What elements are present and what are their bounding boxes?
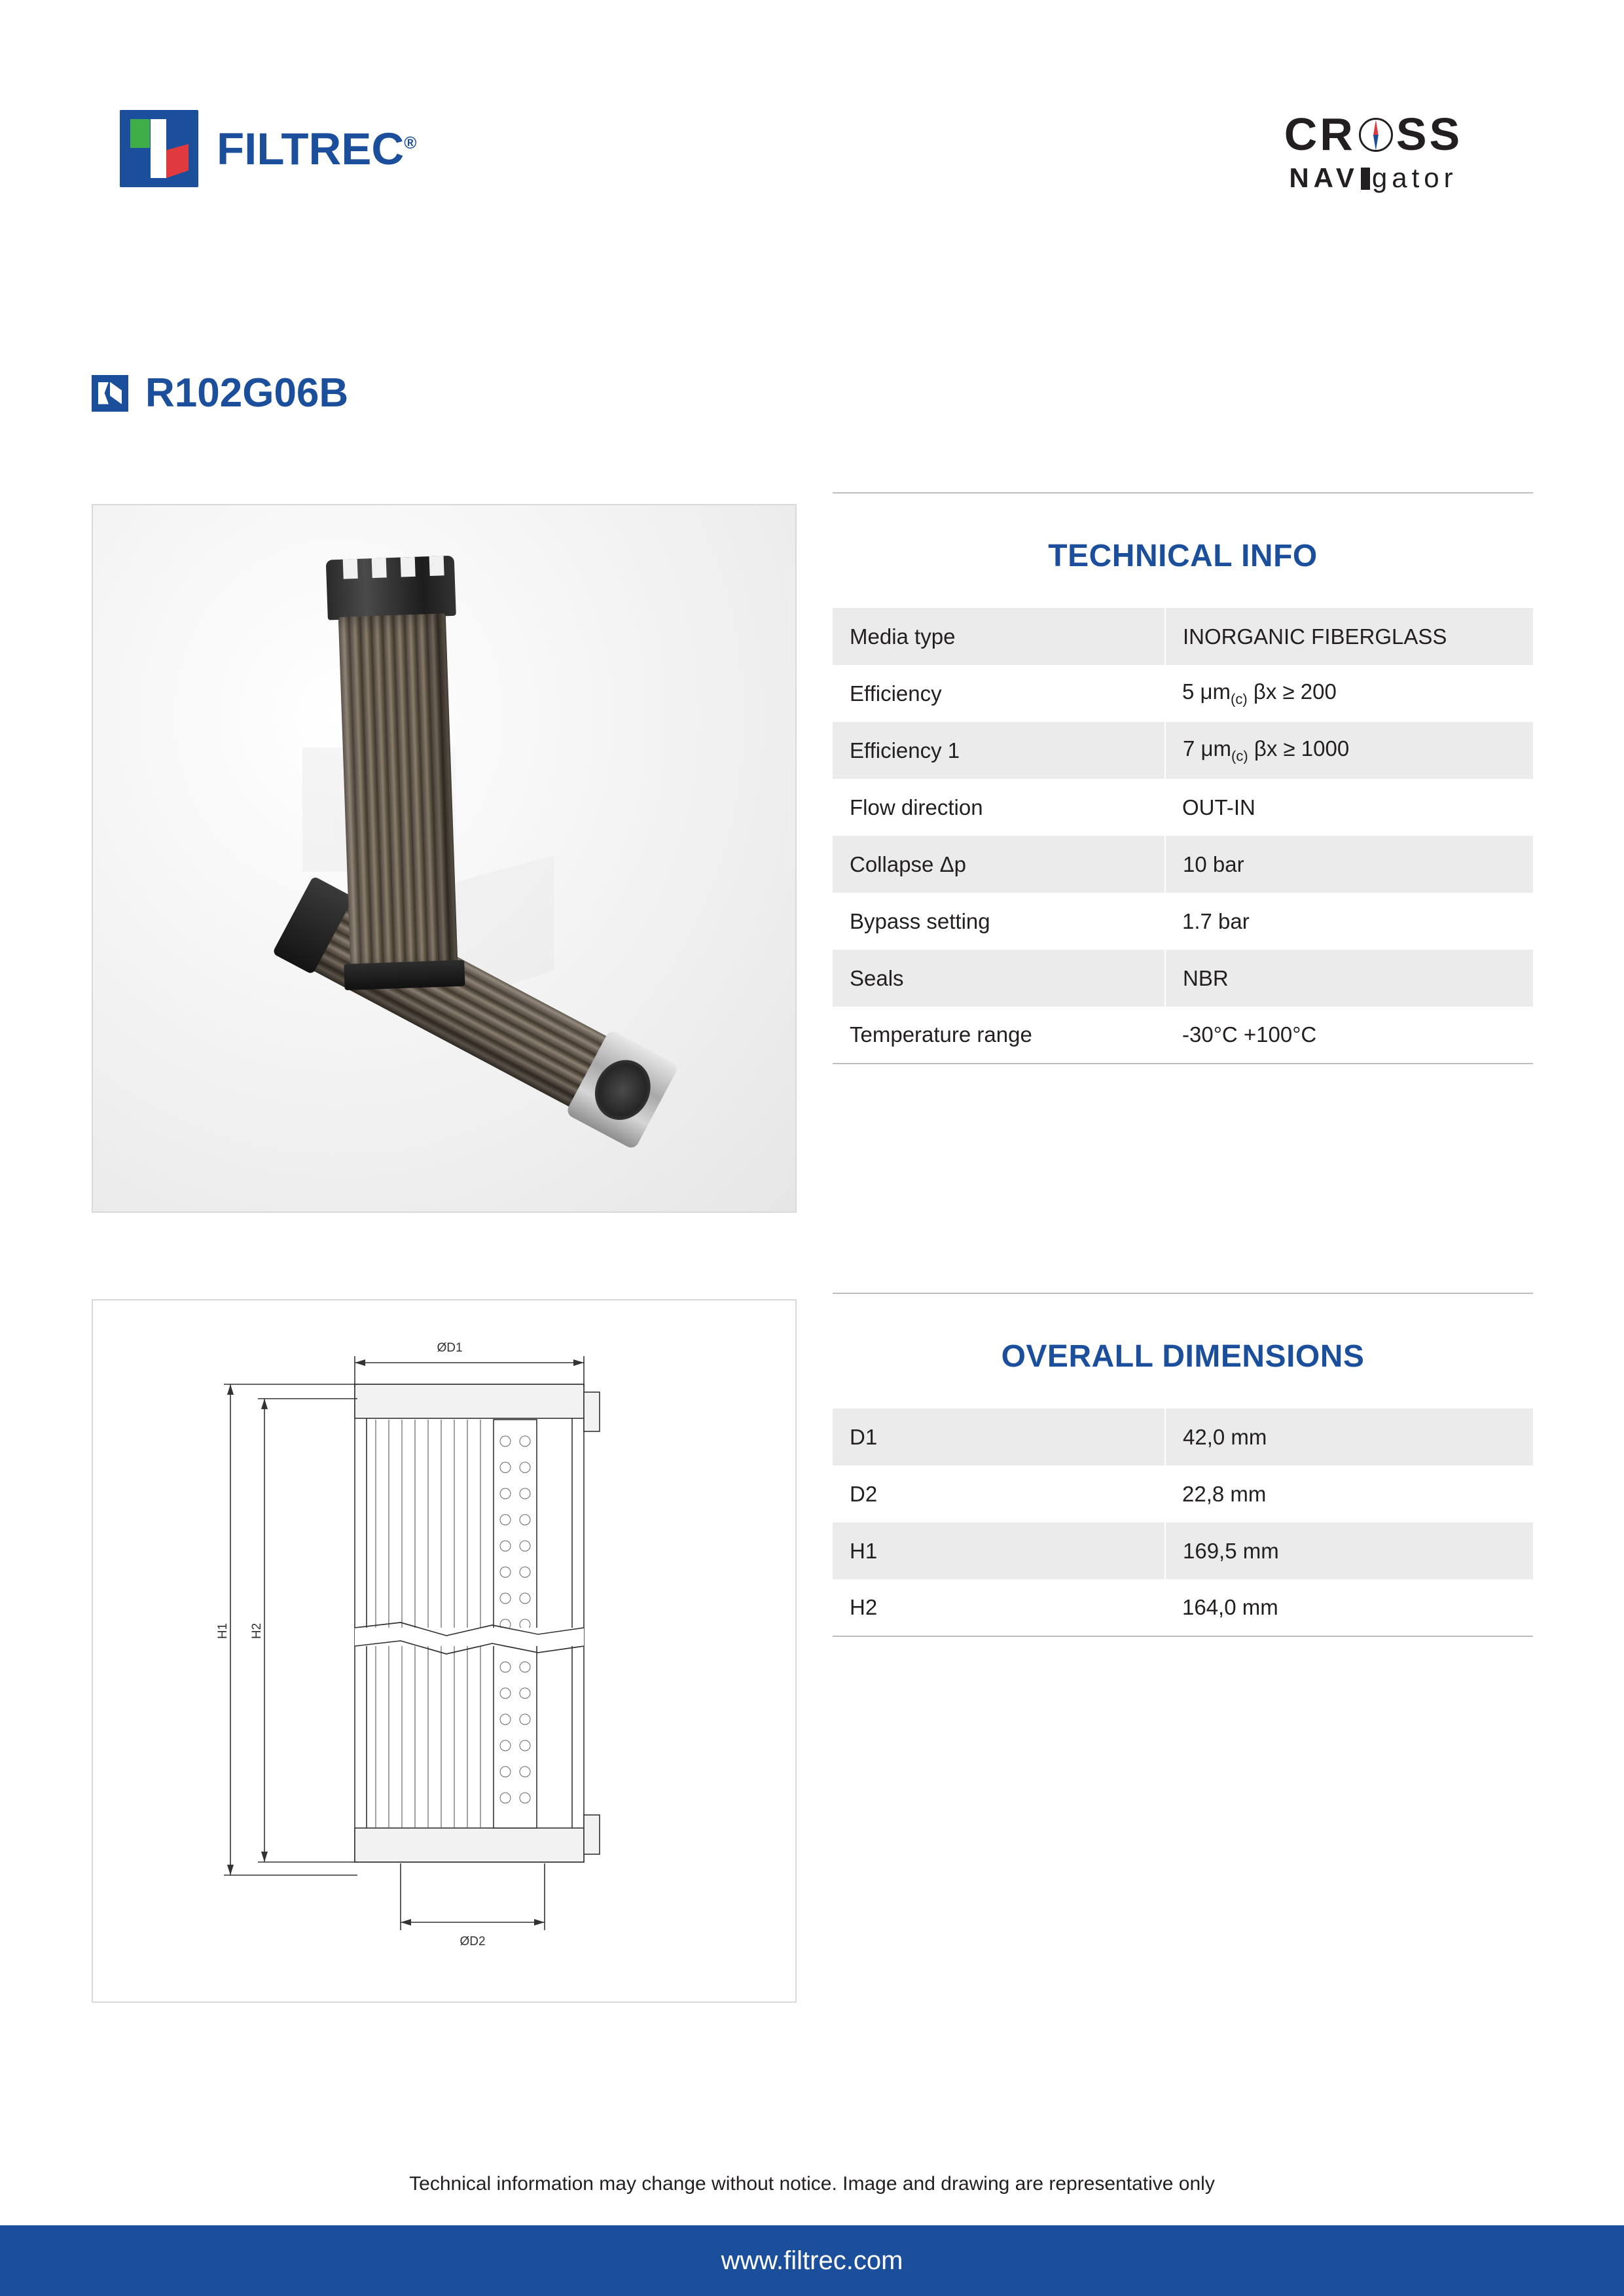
- brand-name: FILTREC: [217, 123, 405, 174]
- row-value-tail: βx ≥ 200: [1247, 679, 1337, 704]
- row-value-tail: βx ≥ 1000: [1248, 736, 1350, 761]
- row-key: Collapse Δp: [833, 836, 1165, 893]
- page-title-row: [92, 370, 348, 416]
- row-value: [1165, 722, 1533, 779]
- drawing-svg: [93, 1300, 795, 2001]
- row-key: Bypass setting: [850, 908, 990, 933]
- row-key: Efficiency: [850, 681, 942, 706]
- page-header: [0, 0, 1624, 275]
- i-bar-icon: [1361, 168, 1370, 190]
- row-key: H1: [833, 1522, 1165, 1579]
- navigator-wordmark: [1242, 162, 1504, 194]
- nav-text-rest: gator: [1371, 162, 1458, 193]
- table-row: [833, 893, 1533, 950]
- row-value: 10 bar: [1165, 836, 1533, 893]
- row-value: 42,0 mm: [1165, 1408, 1533, 1465]
- row-value: 164,0 mm: [1165, 1579, 1533, 1636]
- product-photo: [92, 504, 797, 1213]
- row-value-sub: (c): [1231, 747, 1248, 764]
- technical-info-table: [833, 608, 1533, 1064]
- brand-wordmark: [217, 123, 416, 175]
- section-divider: [833, 492, 1533, 493]
- cross-navigator-logo: [1242, 111, 1504, 194]
- table-row: [833, 779, 1533, 836]
- registered-mark: ®: [404, 132, 417, 152]
- technical-info-section: [833, 492, 1533, 1064]
- row-value: 1.7 bar: [1182, 908, 1250, 933]
- section-divider: [833, 1293, 1533, 1294]
- row-value: 169,5 mm: [1165, 1522, 1533, 1579]
- filter-element-standing: [312, 555, 482, 986]
- filtrec-small-logo-icon: [92, 375, 128, 412]
- row-value: -30°C +100°C: [1165, 1007, 1533, 1064]
- overall-dimensions-section: [833, 1293, 1533, 1637]
- table-row: [833, 1007, 1533, 1064]
- footer-bar: [0, 2225, 1624, 2296]
- row-value: [1165, 665, 1533, 722]
- row-key: H2: [833, 1579, 1165, 1636]
- table-row: [833, 608, 1533, 665]
- table-row: [833, 722, 1533, 779]
- row-value: NBR: [1165, 950, 1533, 1007]
- row-key: Flow direction: [850, 795, 983, 819]
- row-key: Temperature range: [833, 1007, 1165, 1064]
- row-value-sub: (c): [1231, 691, 1248, 708]
- row-key: D2: [850, 1481, 878, 1506]
- table-row: [833, 1522, 1533, 1579]
- website-link[interactable]: www.filtrec.com: [721, 2246, 903, 2275]
- drawing-label-h1: H1: [216, 1623, 230, 1640]
- cross-text-left: CR: [1284, 109, 1356, 160]
- table-row: [833, 1579, 1533, 1636]
- row-value: OUT-IN: [1182, 795, 1255, 819]
- page-title: R102G06B: [145, 370, 349, 416]
- drawing-label-d2: ØD2: [460, 1935, 486, 1948]
- row-key: Seals: [833, 950, 1165, 1007]
- row-value: INORGANIC FIBERGLASS: [1165, 608, 1533, 665]
- table-row: [833, 950, 1533, 1007]
- overall-dimensions-table: [833, 1408, 1533, 1637]
- table-row: [833, 1465, 1533, 1522]
- table-row: [833, 1408, 1533, 1465]
- footer-disclaimer: Technical information may change without notice. Image and drawing are representative only: [409, 2173, 1215, 2195]
- row-key: D1: [833, 1408, 1165, 1465]
- table-row: [833, 665, 1533, 722]
- drawing-label-d1: ØD1: [437, 1341, 463, 1355]
- filtrec-flag-logo-icon: [120, 110, 198, 187]
- technical-info-heading: TECHNICAL INFO: [1048, 539, 1318, 573]
- overall-dimensions-heading: OVERALL DIMENSIONS: [1001, 1339, 1365, 1374]
- row-key: Efficiency 1: [833, 722, 1165, 779]
- row-value-main: 5 μm: [1182, 679, 1231, 704]
- cross-text-right: SS: [1396, 109, 1463, 160]
- nav-text-bold: NAV: [1289, 162, 1359, 193]
- drawing-label-h2: H2: [250, 1623, 264, 1640]
- filtrec-logo: [120, 110, 416, 187]
- compass-icon: [1356, 115, 1396, 155]
- technical-drawing: [92, 1299, 797, 2003]
- row-value-main: 7 μm: [1183, 736, 1232, 761]
- table-row: [833, 836, 1533, 893]
- row-key: Media type: [833, 608, 1165, 665]
- row-value: 22,8 mm: [1182, 1481, 1267, 1506]
- cross-wordmark: [1242, 109, 1504, 160]
